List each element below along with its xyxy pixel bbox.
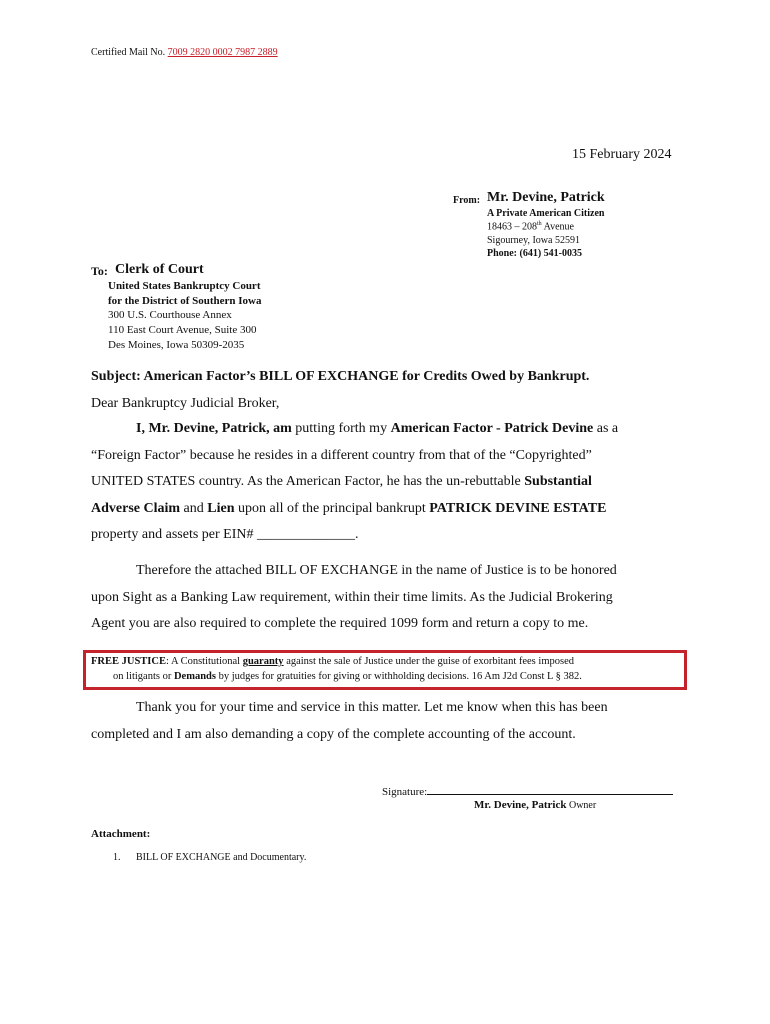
to-city: Des Moines, Iowa 50309-2035 [108, 339, 245, 351]
paragraph-1-line-3 [91, 474, 592, 490]
attachment-item-number: 1. [113, 852, 121, 863]
paragraph-1-line-4 [91, 501, 606, 517]
letter-date: 15 February 2024 [572, 147, 672, 162]
from-street-name: Avenue [541, 221, 574, 233]
p1-factor: American Factor - Patrick Devine [390, 421, 594, 436]
free-justice-text: on litigants or [113, 671, 174, 682]
to-building: 300 U.S. Courthouse Annex [108, 309, 232, 321]
paragraph-2-line-3: Agent you are also required to complete the required 1099 form and return a copy to me. [91, 616, 589, 631]
to-label: To: [91, 264, 108, 278]
from-city: Sigourney, Iowa 52591 [487, 235, 580, 246]
certified-mail-label: Certified Mail No. [91, 47, 168, 58]
paragraph-2-line-1: Therefore the attached BILL OF EXCHANGE in the name of Justice is to be honored [136, 563, 617, 578]
free-justice-heading: FREE JUSTICE [91, 656, 166, 667]
p1-text: UNITED STATES country. As the American Factor, he has the un-rebuttable [91, 474, 525, 489]
p1-text: and [180, 501, 208, 516]
p1-text: . [355, 527, 359, 542]
free-justice-text: by judges for gratuities for giving or withholding decisions. 16 Am J2d Const L § 382. [215, 671, 582, 682]
to-district: for the District of Southern Iowa [108, 295, 262, 307]
paragraph-3-line-1: Thank you for your time and service in this matter. Let me know when this has been [136, 700, 608, 715]
paragraph-2-line-2: upon Sight as a Banking Law requirement, within their time limits. As the Judicial Brokering [91, 590, 613, 605]
signature-label: Signature: [382, 786, 428, 798]
ein-blank: ______________ [257, 527, 356, 542]
subject-line: Subject: American Factor’s BILL OF EXCHANGE for Credits Owed by Bankrupt. [91, 369, 590, 384]
from-name: Mr. Devine, Patrick [487, 190, 605, 205]
free-justice-guaranty: guaranty [242, 656, 284, 667]
p1-text: putting forth my [291, 421, 391, 436]
paragraph-1-line-2: “Foreign Factor” because he resides in a different country from that of the “Copyrighted” [91, 448, 592, 463]
from-phone: Phone: (641) 541-0035 [487, 248, 582, 259]
p1-substantial: Substantial [524, 474, 592, 489]
to-street: 110 East Court Avenue, Suite 300 [108, 324, 257, 336]
from-label: From: [453, 195, 481, 206]
signature-name: Mr. Devine, Patrick [474, 799, 567, 811]
free-justice-line-1 [91, 656, 574, 667]
from-street-number: 18463 – 208 [487, 221, 537, 233]
certified-mail-number: 7009 2820 0002 7987 2889 [167, 47, 278, 58]
to-court: United States Bankruptcy Court [108, 280, 261, 292]
p1-estate: PATRICK DEVINE ESTATE [429, 501, 607, 516]
to-name: Clerk of Court [115, 262, 204, 277]
from-street [487, 221, 574, 232]
p1-lien: Lien [207, 501, 235, 516]
free-justice-text: : A Constitutional [165, 656, 243, 667]
from-status: A Private American Citizen [487, 208, 605, 219]
p1-text: property and assets per EIN# [91, 527, 258, 542]
from-street-suffix: th [537, 221, 542, 227]
p1-declarant: I, Mr. Devine, Patrick, am [136, 421, 292, 436]
signature-name-line [474, 799, 596, 811]
signature-line [382, 784, 673, 798]
greeting: Dear Bankruptcy Judicial Broker, [91, 396, 280, 411]
paragraph-1-line-5 [91, 527, 359, 543]
certified-mail-line [91, 47, 278, 58]
p1-text: upon all of the principal bankrupt [234, 501, 430, 516]
attachment-label: Attachment: [91, 828, 151, 840]
free-justice-demands: Demands [173, 671, 216, 682]
signature-blank [427, 784, 673, 795]
free-justice-line-2 [113, 671, 582, 682]
p1-text: as a [593, 421, 619, 436]
free-justice-text: against the sale of Justice under the guise of exorbitant fees imposed [283, 656, 574, 667]
paragraph-3-line-2: completed and I am also demanding a copy of the complete accounting of the account. [91, 727, 576, 742]
signature-role: Owner [566, 800, 597, 811]
attachment-item: BILL OF EXCHANGE and Documentary. [136, 852, 307, 863]
paragraph-1-line-1 [136, 421, 618, 437]
p1-adverse-claim: Adverse Claim [91, 501, 181, 516]
